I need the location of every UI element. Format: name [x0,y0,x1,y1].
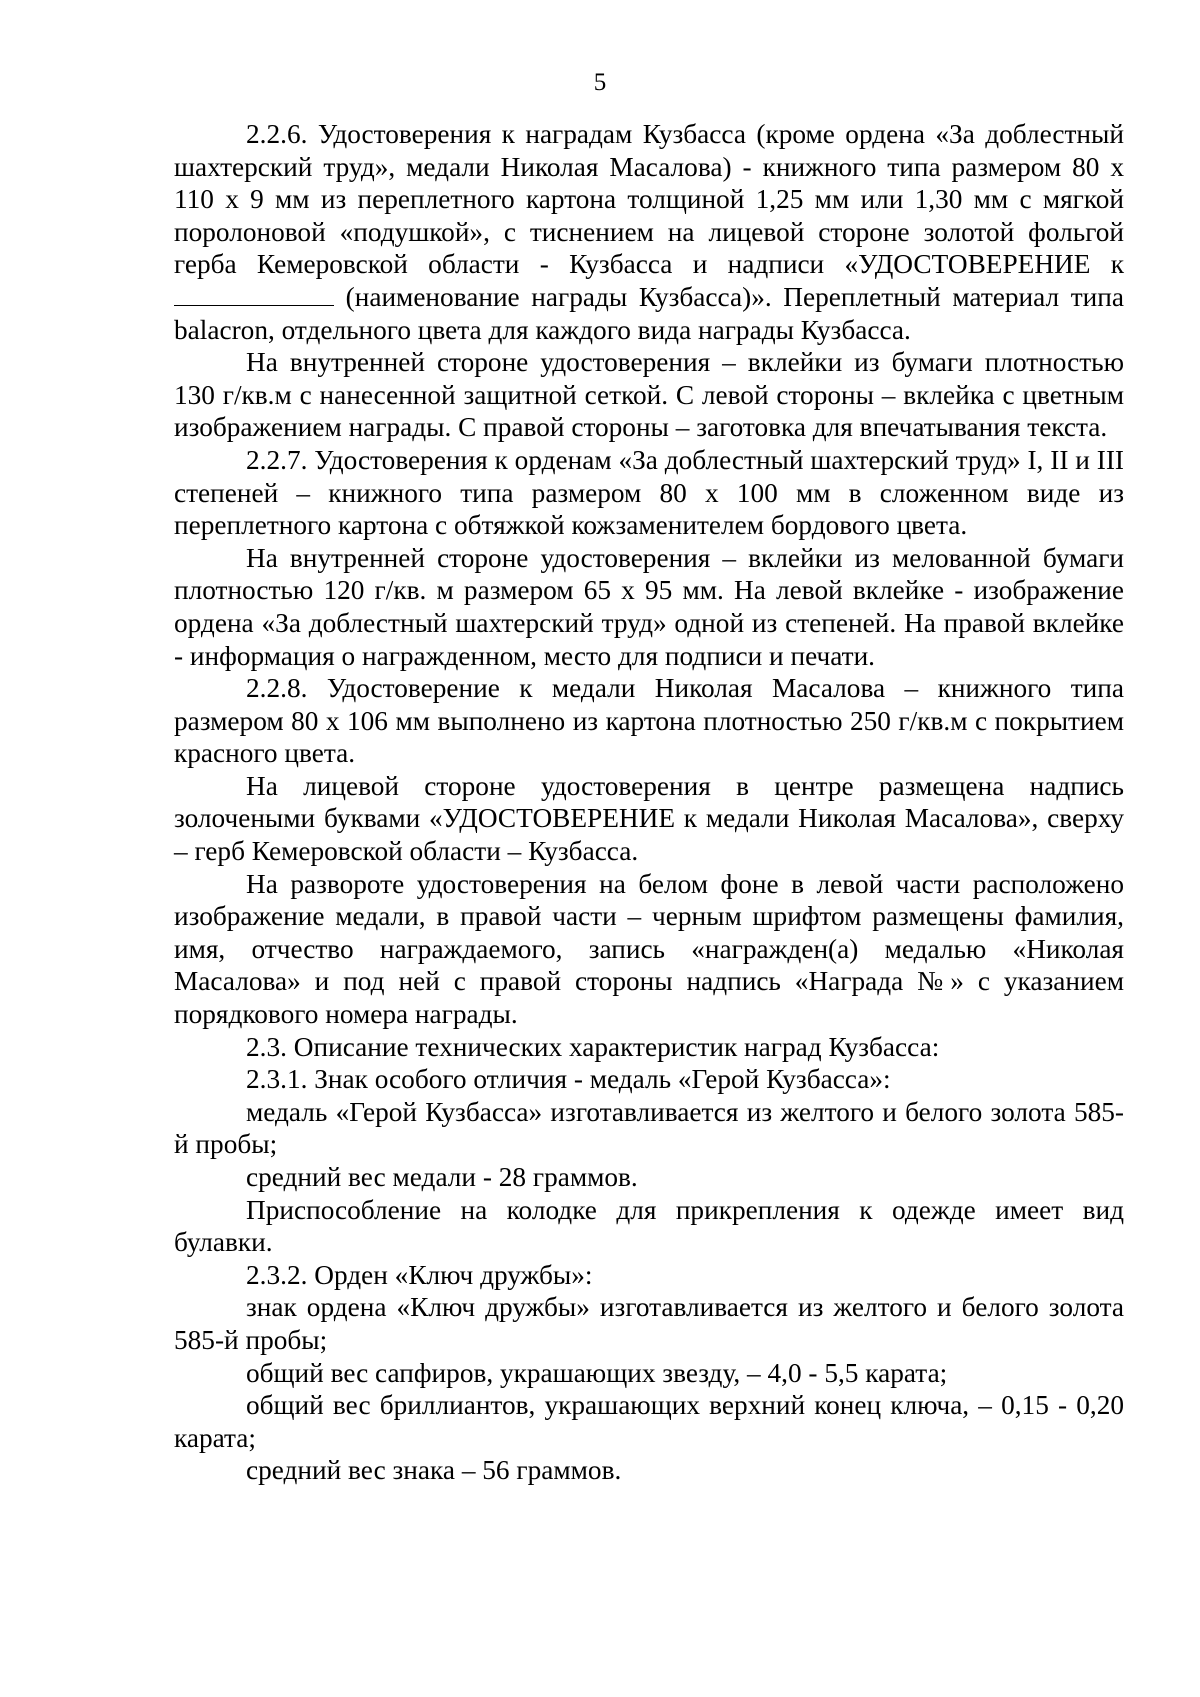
paragraph-2-2-8-front: На лицевой стороне удостоверения в центре размещена надпись золочеными буквами «УДОСТОВЕРЕНИЕ к медали Николая Масалова», сверху – герб Кемеровской области – Кузбасса. [174,770,1124,867]
paragraph-2-2-7-inner: На внутренней стороне удостоверения – вклейки из мелованной бумаги плотностью 120 г/кв. м размером 65 х 95 мм. На левой вклейке - изображение ордена «За доблестный шахтерский труд» одной из степеней. На правой вклейке - информация о награжденном, место для подписи и печати. [174,542,1124,671]
paragraph-2-3-1-clasp: Приспособление на колодке для прикрепления к одежде имеет вид булавки. [174,1194,1124,1258]
paragraph-2-3-1-weight: средний вес медали - 28 граммов. [246,1162,638,1192]
blank-underline [174,283,334,306]
paragraph-2-2-6-part1: 2.2.6. Удостоверения к наградам Кузбасса (кроме ордена «За доблестный шахтерский труд», медали Николая Масалова) - книжного типа размером 80 х 110 х 9 мм из переплетного картона толщиной 1,25 мм или 1,30 мм с мягкой поролоновой «подушкой», с тиснением на лицевой стороне золотой фольгой герба Кемеровской области - Кузбасса и надписи «УДОСТОВЕРЕНИЕ к [174,119,1124,280]
paragraph-2-3-2-material: знак ордена «Ключ дружбы» изготавливается из желтого и белого золота 585-й пробы; [174,1292,1124,1355]
paragraph-2-3-1: 2.3.1. Знак особого отличия - медаль «Герой Кузбасса»: [246,1064,891,1095]
paragraph-2-2-6 [174,118,1124,346]
paragraph-2-3-2-weight: средний вес знака – 56 граммов. [246,1455,622,1486]
paragraph-2-2-6-part2: (наименование награды Кузбасса)». Переплетный материал типа balacron, отдельного цвета для каждого вида награды Кузбасса. [174,281,1124,345]
paragraph-2-2-8: 2.2.8. Удостоверение к медали Николая Масалова – книжного типа размером 80 х 106 мм выполнено из картона плотностью 250 г/кв.м с покрытием красного цвета. [174,673,1124,769]
paragraph-2-2-7: 2.2.7. Удостоверения к орденам «За доблестный шахтерский труд» I, II и III степеней – книжного типа размером 80 х 100 мм в сложенном виде из переплетного картона с обтяжкой кожзаменителем бордового цвета. [174,444,1124,541]
paragraph-2-3-1-material: медаль «Герой Кузбасса» изготавливается из желтого и белого золота 585-й пробы; [174,1096,1124,1160]
paragraph-2-3: 2.3. Описание технических характеристик наград Кузбасса: [246,1031,940,1062]
paragraph-2-3-2: 2.3.2. Орден «Ключ дружбы»: [246,1259,593,1290]
page-number: 5 [593,69,607,96]
paragraph-2-3-2-diamonds: общий вес бриллиантов, украшающих верхний конец ключа, – 0,15 - 0,20 карата; [174,1390,1124,1453]
paragraph-2-2-8-spread: На развороте удостоверения на белом фоне в левой части расположено изображение медали, в правой части – черным шрифтом размещены фамилия, имя, отчество награждаемого, запись «награжден(а) медалью «Николая Масалова» и под ней с правой стороны надпись «Награда №» с указанием порядкового номера награды. [174,868,1124,1030]
paragraph-2-3-2-sapphires: общий вес сапфиров, украшающих звезду, – 4,0 - 5,5 карата; [246,1357,948,1388]
paragraph-2-2-6-inner: На внутренней стороне удостоверения – вклейки из бумаги плотностью 130 г/кв.м с нанесенной защитной сеткой. С левой стороны – вклейка с цветным изображением награды. С правой стороны – заготовка для впечатывания текста. [174,347,1124,443]
document-body [174,118,1124,1487]
